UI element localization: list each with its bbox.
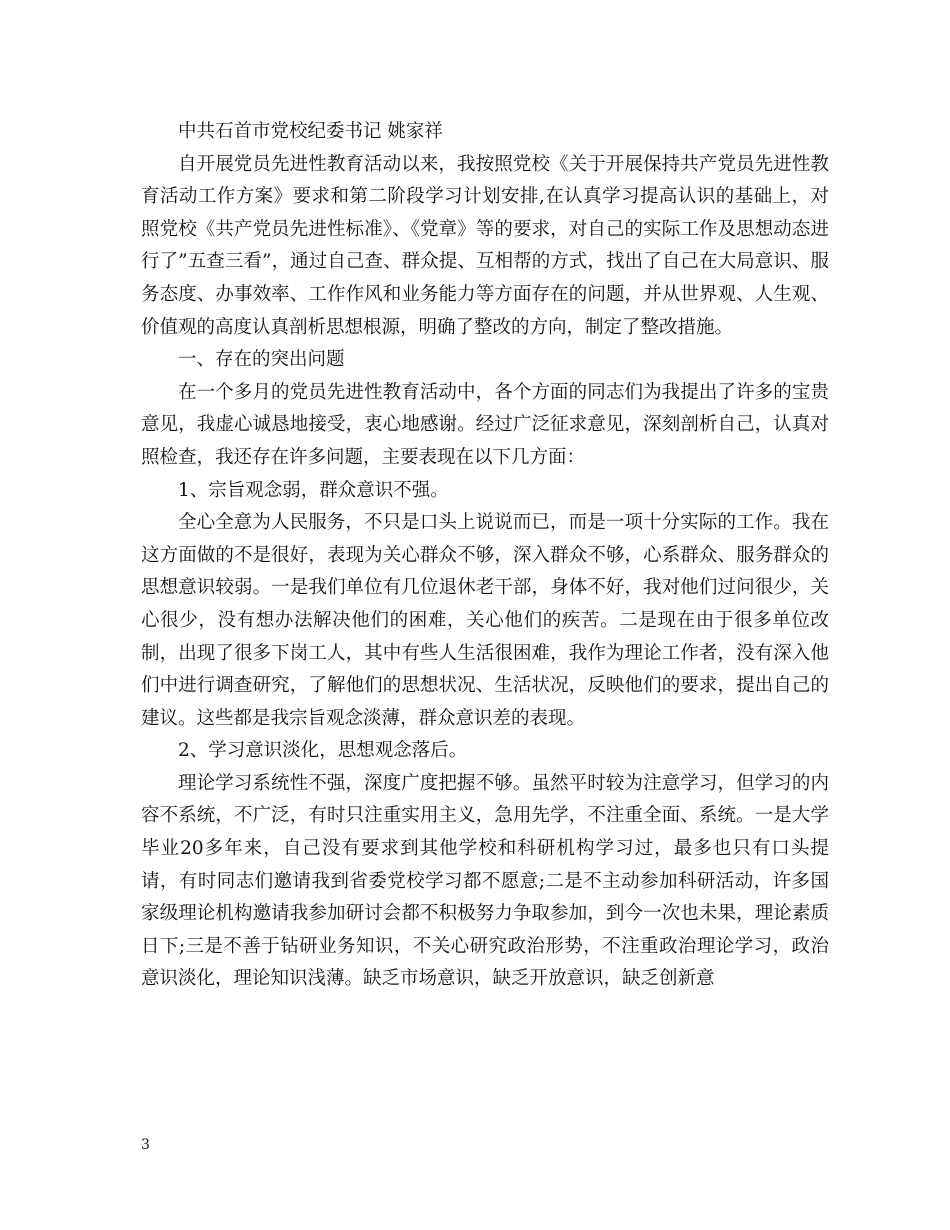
subsection-1-paragraph: 全心全意为人民服务，不只是口头上说说而已，而是一项十分实际的工作。我在这方面做的不是很好，表现为关心群众不够，深入群众不够，心系群众、服务群众的思想意识较弱。一是我们单位有几位退休老干部，身体不好，我对他们过问很少，关心很少，没有想办法解决他们的困难，关心他们的疾苦。二是现在由于很多单位改制，出现了很多下岗工人，其中有些人生活很困难，我作为理论工作者，没有深入他们中进行调查研究，了解他们的思想状况、生活状况，反映他们的要求，提出自己的建议。这些都是我宗旨观念淡薄，群众意识差的表现。 [141,512,829,729]
page-number: 3 [141,1137,150,1153]
author-line: 中共石首市党校纪委书记 姚家祥 [178,121,443,142]
subheading-2: 2、学习意识淡化，思想观念落后。 [178,740,468,762]
intro-paragraph: 自开展党员先进性教育活动以来，我按照党校《关于开展保持共产党员先进性教育活动工作方案》要求和第二阶段学习计划安排,在认真学习提高认识的基础上，对照党校《共产党员先进性标准》、《党章》等的要求，对自己的实际工作及思想动态进行了”五查三看”，通过自己查、群众提、互相帮的方式，找出了自己在大局意识、服务态度、办事效率、工作作风和业务能力等方面存在的问题，并从世界观、人生观、价值观的高度认真剖析思想根源，明确了整改的方向，制定了整改措施。 [141,153,829,338]
subsection-2-paragraph: 理论学习系统性不强，深度广度把握不够。虽然平时较为注意学习，但学习的内容不系统，不广泛，有时只注重实用主义，急用先学，不注重全面、系统。一是大学毕业20多年来，自己没有要求到其他学校和科研机构学习过，最多也只有口头提请，有时同志们邀请我到省委党校学习都不愿意;二是不主动参加科研活动，许多国家级理论机构邀请我参加研讨会都不积极努力争取参加，到今一次也未果，理论素质日下;三是不善于钻研业务知识，不关心研究政治形势，不注重政治理论学习，政治意识淡化，理论知识浅薄。缺乏市场意识，缺乏开放意识，缺乏创新意 [141,772,829,990]
document-body [141,116,829,996]
subheading-1: 1、宗旨观念弱，群众意识不强。 [178,479,449,501]
section-heading: 一、存在的突出问题 [178,349,345,371]
section-intro-paragraph: 在一个多月的党员先进性教育活动中，各个方面的同志们为我提出了许多的宝贵意见，我虚心诚恳地接受，衷心地感谢。经过广泛征求意见，深刻剖析自己，认真对照检查，我还存在许多问题，主要表现在以下几方面： [141,381,829,468]
